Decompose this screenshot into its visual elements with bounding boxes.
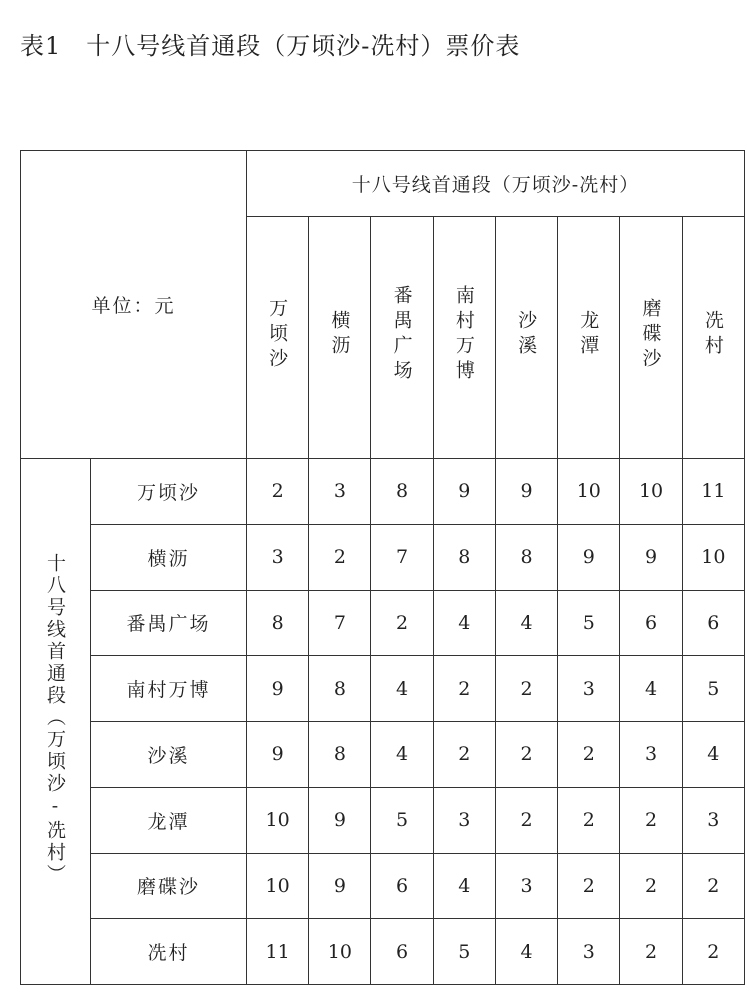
fare-cell: 2: [371, 590, 433, 656]
fare-cell: 9: [558, 524, 620, 590]
table-row: [21, 590, 745, 656]
column-header-label: 沙溪: [515, 310, 538, 360]
fare-cell: 8: [371, 459, 433, 525]
fare-cell: 8: [433, 524, 495, 590]
fare-cell: 9: [247, 722, 309, 788]
fare-cell: 8: [247, 590, 309, 656]
table-row: [21, 853, 745, 919]
table-row: [21, 459, 745, 525]
fare-cell: 8: [309, 722, 371, 788]
row-header: 万顷沙: [91, 459, 247, 525]
row-header: 番禺广场: [91, 590, 247, 656]
fare-cell: 3: [558, 656, 620, 722]
column-header-label: 冼村: [701, 310, 724, 360]
fare-cell: 5: [558, 590, 620, 656]
fare-cell: 3: [495, 853, 557, 919]
fare-cell: 3: [682, 787, 744, 853]
fare-cell: 10: [682, 524, 744, 590]
fare-cell: 4: [495, 590, 557, 656]
row-header: 横沥: [91, 524, 247, 590]
table-row: [21, 919, 745, 985]
column-header-label: 磨碟沙: [639, 297, 662, 373]
row-header: 南村万博: [91, 656, 247, 722]
fare-cell: 2: [495, 656, 557, 722]
page-title: 表1 十八号线首通段（万顷沙-冼村）票价表: [20, 32, 521, 60]
column-header: [309, 217, 371, 459]
column-header: [620, 217, 682, 459]
fare-cell: 2: [620, 787, 682, 853]
fare-cell: 3: [309, 459, 371, 525]
column-header-label: 万顷沙: [266, 297, 289, 373]
column-header: [247, 217, 309, 459]
column-header-label: 番禺广场: [390, 285, 413, 385]
fare-cell: 5: [682, 656, 744, 722]
fare-cell: 6: [371, 919, 433, 985]
fare-cell: 8: [309, 656, 371, 722]
table-row: [21, 524, 745, 590]
fare-cell: 10: [309, 919, 371, 985]
row-header: 沙溪: [91, 722, 247, 788]
fare-cell: 6: [371, 853, 433, 919]
fare-cell: 9: [620, 524, 682, 590]
row-header: 冼村: [91, 919, 247, 985]
fare-table: [20, 150, 745, 985]
fare-cell: 6: [682, 590, 744, 656]
column-header-label: 南村万博: [452, 285, 475, 385]
column-header: [495, 217, 557, 459]
row-group-label: 十八号线首通段（万顷沙-冼村）: [44, 552, 66, 886]
fare-cell: 2: [558, 787, 620, 853]
fare-cell: 4: [682, 722, 744, 788]
fare-cell: 2: [558, 722, 620, 788]
table-row: [21, 787, 745, 853]
fare-cell: 2: [433, 722, 495, 788]
column-group-header: 十八号线首通段（万顷沙-冼村）: [247, 151, 745, 217]
table-row: [21, 656, 745, 722]
fare-cell: 2: [620, 853, 682, 919]
fare-cell: 3: [433, 787, 495, 853]
row-header: 龙潭: [91, 787, 247, 853]
fare-cell: 2: [620, 919, 682, 985]
fare-cell: 3: [620, 722, 682, 788]
fare-cell: 2: [309, 524, 371, 590]
fare-cell: 4: [433, 853, 495, 919]
table-row: [21, 722, 745, 788]
fare-cell: 10: [620, 459, 682, 525]
row-group-header: [21, 459, 91, 985]
fare-cell: 3: [247, 524, 309, 590]
fare-cell: 2: [495, 722, 557, 788]
fare-cell: 10: [247, 853, 309, 919]
fare-cell: 6: [620, 590, 682, 656]
fare-cell: 10: [558, 459, 620, 525]
fare-cell: 7: [309, 590, 371, 656]
fare-cell: 4: [371, 656, 433, 722]
fare-cell: 9: [309, 853, 371, 919]
fare-cell: 11: [247, 919, 309, 985]
fare-cell: 2: [682, 919, 744, 985]
fare-cell: 3: [558, 919, 620, 985]
fare-cell: 4: [371, 722, 433, 788]
column-header: [558, 217, 620, 459]
fare-cell: 11: [682, 459, 744, 525]
fare-cell: 2: [495, 787, 557, 853]
fare-cell: 9: [309, 787, 371, 853]
fare-cell: 8: [495, 524, 557, 590]
fare-cell: 2: [247, 459, 309, 525]
column-header-label: 横沥: [328, 310, 351, 360]
column-header: [433, 217, 495, 459]
fare-cell: 10: [247, 787, 309, 853]
column-header: [682, 217, 744, 459]
fare-cell: 5: [371, 787, 433, 853]
fare-cell: 2: [682, 853, 744, 919]
fare-cell: 4: [495, 919, 557, 985]
unit-label: 单位：元: [21, 151, 247, 459]
fare-cell: 4: [433, 590, 495, 656]
fare-cell: 2: [558, 853, 620, 919]
column-header-label: 龙潭: [577, 310, 600, 360]
fare-cell: 9: [433, 459, 495, 525]
fare-cell: 2: [433, 656, 495, 722]
fare-cell: 4: [620, 656, 682, 722]
fare-cell: 9: [495, 459, 557, 525]
fare-cell: 7: [371, 524, 433, 590]
column-header: [371, 217, 433, 459]
fare-cell: 5: [433, 919, 495, 985]
row-header: 磨碟沙: [91, 853, 247, 919]
fare-cell: 9: [247, 656, 309, 722]
